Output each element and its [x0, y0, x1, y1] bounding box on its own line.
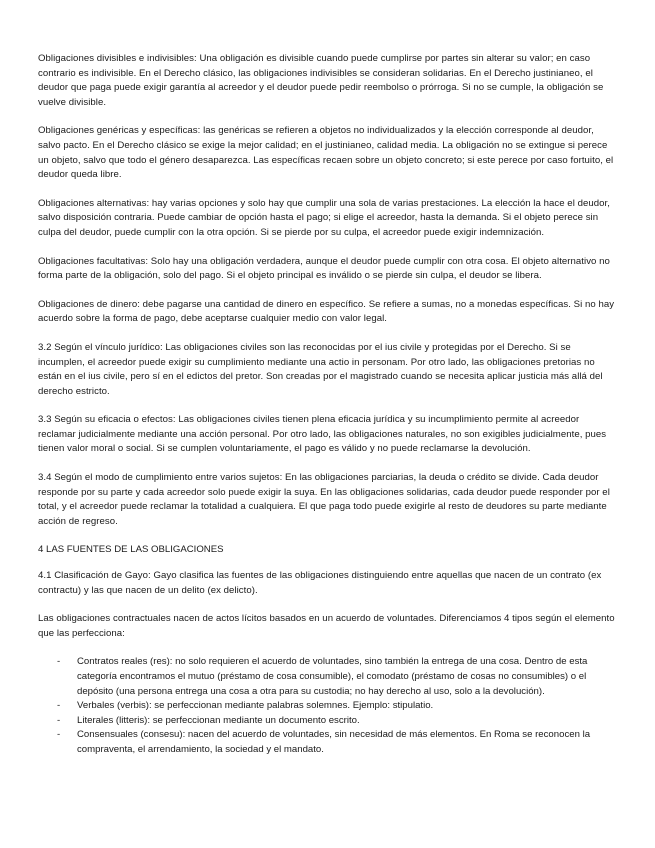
- paragraph-clasificacion-gayo: 4.1 Clasificación de Gayo: Gayo clasifica las fuentes de las obligaciones distinguiendo entre aquellas que nacen de un contrato (ex contractu) y las que nacen de un delito (ex delicto).: [38, 570, 602, 596]
- list-item-text: Consensuales (consesu): nacen del acuerdo de voluntades, sin necesidad de más elementos. En Roma se reconocen la compraventa, el arrendamiento, la sociedad y el mandato.: [77, 729, 591, 755]
- section-heading: 4 LAS FUENTES DE LAS OBLIGACIONES: [38, 544, 224, 556]
- list-item-text: Contratos reales (res): no solo requieren el acuerdo de voluntades, sino también la entrega de una cosa. Dentro de esta categoría encontramos el mutuo (préstamo de cosa consumible), el comodato (préstamo de cosas no consumibles) o el depósito (una persona entrega una cosa a otra para su custodia; no hay derecho al uso, solo a la devolución).: [77, 656, 588, 697]
- list-dash: -: [57, 656, 61, 668]
- list-dash: -: [57, 729, 61, 741]
- paragraph-facultativas: Obligaciones facultativas: Solo hay una obligación verdadera, aunque el deudor puede cumplir con otra cosa. El objeto alternativo no forma parte de la obligación, solo del pago. Si el objeto principal es inválido o se pierde sin culpa, el deudor se libera.: [38, 255, 610, 282]
- document-page: [38, 52, 618, 758]
- list-item: [38, 655, 618, 699]
- list-item-text: Verbales (verbis): se perfeccionan mediante palabras solemnes. Ejemplo: stipulatio.: [77, 700, 434, 712]
- paragraph-eficacia: 3.3 Según su eficacia o efectos: Las obligaciones civiles tienen plena eficacia jurídica y su incumplimiento permite al acreedor reclamar judicialmente mediante una acción personal. Por otro lado, las obligaciones naturales, no son exigibles judicialmente, pues tienen valor moral o social. Si se cumplen voluntariamente, el pago es válido y no puede reclamarse la devolución.: [38, 414, 607, 455]
- contract-types-list: [38, 655, 618, 757]
- paragraph-alternativas: Obligaciones alternativas: hay varias opciones y solo hay que cumplir una sola de varias prestaciones. La elección la hace el deudor, salvo disposición contraria. Puede cambiar de opción hasta el pago; si elige el acreedor, hasta la demanda. Si el objeto perece sin culpa del deudor, puede cumplir con la otra opción. Si se pierde por su culpa, el acreedor puede exigir indemnización.: [38, 197, 610, 238]
- paragraph-dinero: Obligaciones de dinero: debe pagarse una cantidad de dinero en específico. Se refiere a sumas, no a monedas específicas. Si no hay acuerdo sobre la forma de pago, debe aceptarse cualquier medio con valor legal.: [38, 298, 615, 325]
- list-dash: -: [57, 700, 61, 712]
- list-dash: -: [57, 714, 61, 726]
- paragraph-genericas: Obligaciones genéricas y específicas: las genéricas se refieren a objetos no individualizados y la elección corresponde al deudor, salvo pacto. En el Derecho clásico se exige la mejor calidad; en el justinianeo, calidad media. La obligación no se extingue si perece un objeto, salvo que todo el género desaparezca. Las específicas recaen sobre un objeto concreto; si este perece por caso fortuito, el deudor queda libre.: [38, 125, 614, 181]
- list-item-text: Literales (litteris): se perfeccionan mediante un documento escrito.: [77, 714, 360, 726]
- list-item: [38, 714, 618, 729]
- list-item: [38, 699, 618, 714]
- paragraph-divisibles: Obligaciones divisibles e indivisibles: Una obligación es divisible cuando puede cumplirse por partes sin alterar su valor; en caso contrario es indivisible. En el Derecho clásico, las obligaciones indivisibles se consideran solidarias. En el Derecho justinianeo, el deudor que paga puede exigir garantía al acreedor y el deudor puede pedir reembolso o prórroga. Si no se cumple, la obligación se vuelve divisible.: [38, 53, 604, 108]
- list-item: [38, 728, 618, 757]
- paragraph-vinculo-juridico: 3.2 Según el vínculo jurídico: Las obligaciones civiles son las reconocidas por el ius civile y protegidas por el Derecho. Si se incumplen, el acreedor puede exigir su cumplimiento mediante una actio in personam. Por otro lado, las obligaciones pretorias no están en el ius civile, pero sí en el edictos del pretor. Son creadas por el magistrado cuando se necesita aplicar justicia más allá del derecho estricto.: [38, 341, 603, 397]
- paragraph-contractuales: Las obligaciones contractuales nacen de actos lícitos basados en un acuerdo de voluntades. Diferenciamos 4 tipos según el elemento que las perfecciona:: [38, 613, 615, 639]
- paragraph-modo-cumplimiento: 3.4 Según el modo de cumplimiento entre varios sujetos: En las obligaciones parciarias, la deuda o crédito se divide. Cada deudor responde por su parte y cada acreedor solo puede exigir la suya. En las obligaciones solidarias, cada deudor puede responder por el total, y el acreedor puede reclamar la totalidad a cualquiera. El que paga todo puede exigirle al resto de deudores su parte mediante acción de regreso.: [38, 472, 610, 527]
